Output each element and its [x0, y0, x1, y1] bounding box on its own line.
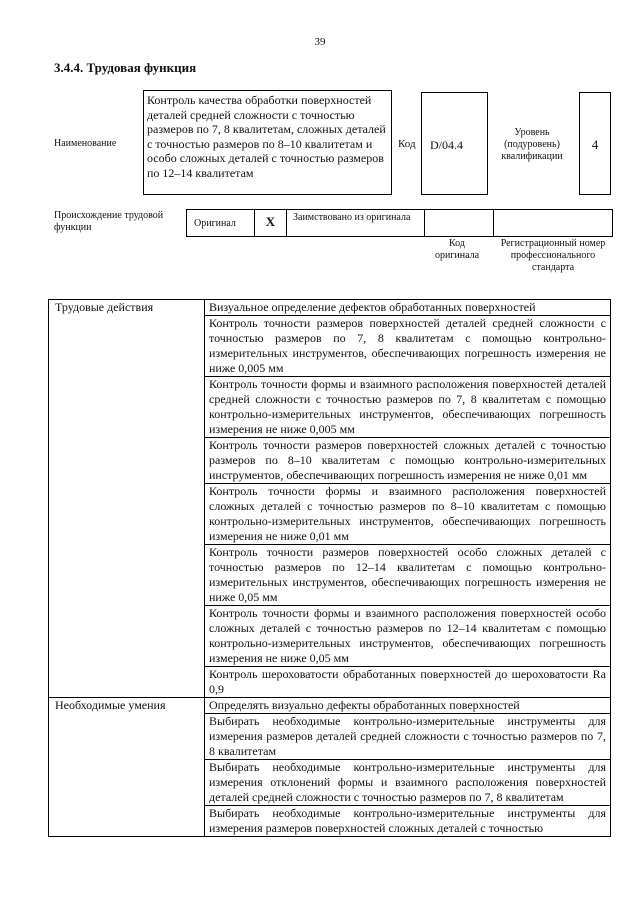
origin-label: Происхождение трудовой функции — [54, 210, 164, 233]
item-cell: Контроль точности размеров поверхностей особо сложных деталей с точностью размеров по 12–14 квалитетам с помощью контрольно-измерительных инструментов, обеспечивающих погрешность измерения не ниже 0,05 мм — [205, 545, 611, 606]
section-title-cell: Трудовые действия — [49, 300, 205, 698]
original-label: Оригинал — [194, 218, 236, 229]
code-value-box — [421, 92, 488, 195]
level-label: Уровень (подуровень) квалификации — [501, 127, 563, 162]
original-cell — [187, 210, 255, 236]
item-cell: Выбирать необходимые контрольно-измерительные инструменты для измерения размеров поверхностей сложных деталей с точностью — [205, 806, 611, 837]
table-row — [49, 698, 611, 714]
borrowed-cell — [287, 210, 425, 236]
item-cell: Визуальное определение дефектов обработанных поверхностей — [205, 300, 611, 316]
code-original-caption: Код оригинала — [434, 238, 480, 261]
original-mark: X — [265, 214, 276, 229]
function-table — [48, 299, 611, 837]
code-value: D/04.4 — [430, 138, 463, 152]
level-value: 4 — [591, 137, 599, 152]
name-label: Наименование — [54, 138, 117, 149]
reg-number-cell — [494, 210, 612, 236]
page-number: 39 — [314, 36, 326, 48]
section-title: 3.4.4. Трудовая функция — [54, 60, 197, 75]
borrowed-label: Заимствовано из оригинала — [293, 212, 411, 223]
item-cell: Контроль точности размеров поверхностей сложных деталей с точностью размеров по 8–10 квалитетам с помощью контрольно-измерительных инструментов, обеспечивающих погрешность измерения не ниже 0,01 мм — [205, 438, 611, 484]
code-label: Код — [398, 138, 416, 150]
code-original-cell — [425, 210, 494, 236]
item-cell: Контроль точности размеров поверхностей деталей средней сложности с точностью размеров по 7, 8 квалитетам с помощью контрольно-измерительных инструментов, обеспечивающих погрешность измерения не ниже 0,005 мм — [205, 316, 611, 377]
origin-row — [186, 209, 613, 237]
reg-number-caption: Регистрационный номер профессионального стандарта — [500, 238, 606, 273]
item-cell: Контроль точности формы и взаимного расположения поверхностей сложных деталей с точностью размеров по 8–10 квалитетам с помощью контрольно-измерительных инструментов, обеспечивающих погрешность измерения не ниже 0,01 мм — [205, 484, 611, 545]
item-cell: Контроль точности формы и взаимного расположения поверхностей особо сложных деталей с точностью размеров по 12–14 квалитетам с помощью контрольно-измерительных инструментов, обеспечивающих погрешность измерения не ниже 0,05 мм — [205, 606, 611, 667]
item-cell: Контроль точности формы и взаимного расположения поверхностей деталей средней сложности с точностью размеров по 7, 8 квалитетам с помощью контрольно-измерительных инструментов, обеспечивающих погрешность измерения не ниже 0,005 мм — [205, 377, 611, 438]
name-value: Контроль качества обработки поверхностей деталей средней сложности с точностью размеров по 7, 8 квалитетам, сложных деталей с точностью размеров по 8–10 квалитетам и особо сложных деталей с точностью размеров по 12–14 квалитетам — [147, 93, 386, 180]
section-title-cell: Необходимые умения — [49, 698, 205, 837]
level-value-box — [579, 92, 611, 195]
item-cell: Выбирать необходимые контрольно-измерительные инструменты для измерения отклонений формы и взаимного расположения поверхностей деталей средней сложности с точностью размеров по 7, 8 квалитетам — [205, 760, 611, 806]
item-cell: Контроль шероховатости обработанных поверхностей до шероховатости Ra 0,9 — [205, 667, 611, 698]
item-cell: Определять визуально дефекты обработанных поверхностей — [205, 698, 611, 714]
table-row — [49, 300, 611, 316]
item-cell: Выбирать необходимые контрольно-измерительные инструменты для измерения размеров деталей средней сложности с точностью размеров по 7, 8 квалитетам — [205, 714, 611, 760]
name-value-box — [143, 90, 392, 195]
original-mark-cell — [255, 210, 287, 236]
